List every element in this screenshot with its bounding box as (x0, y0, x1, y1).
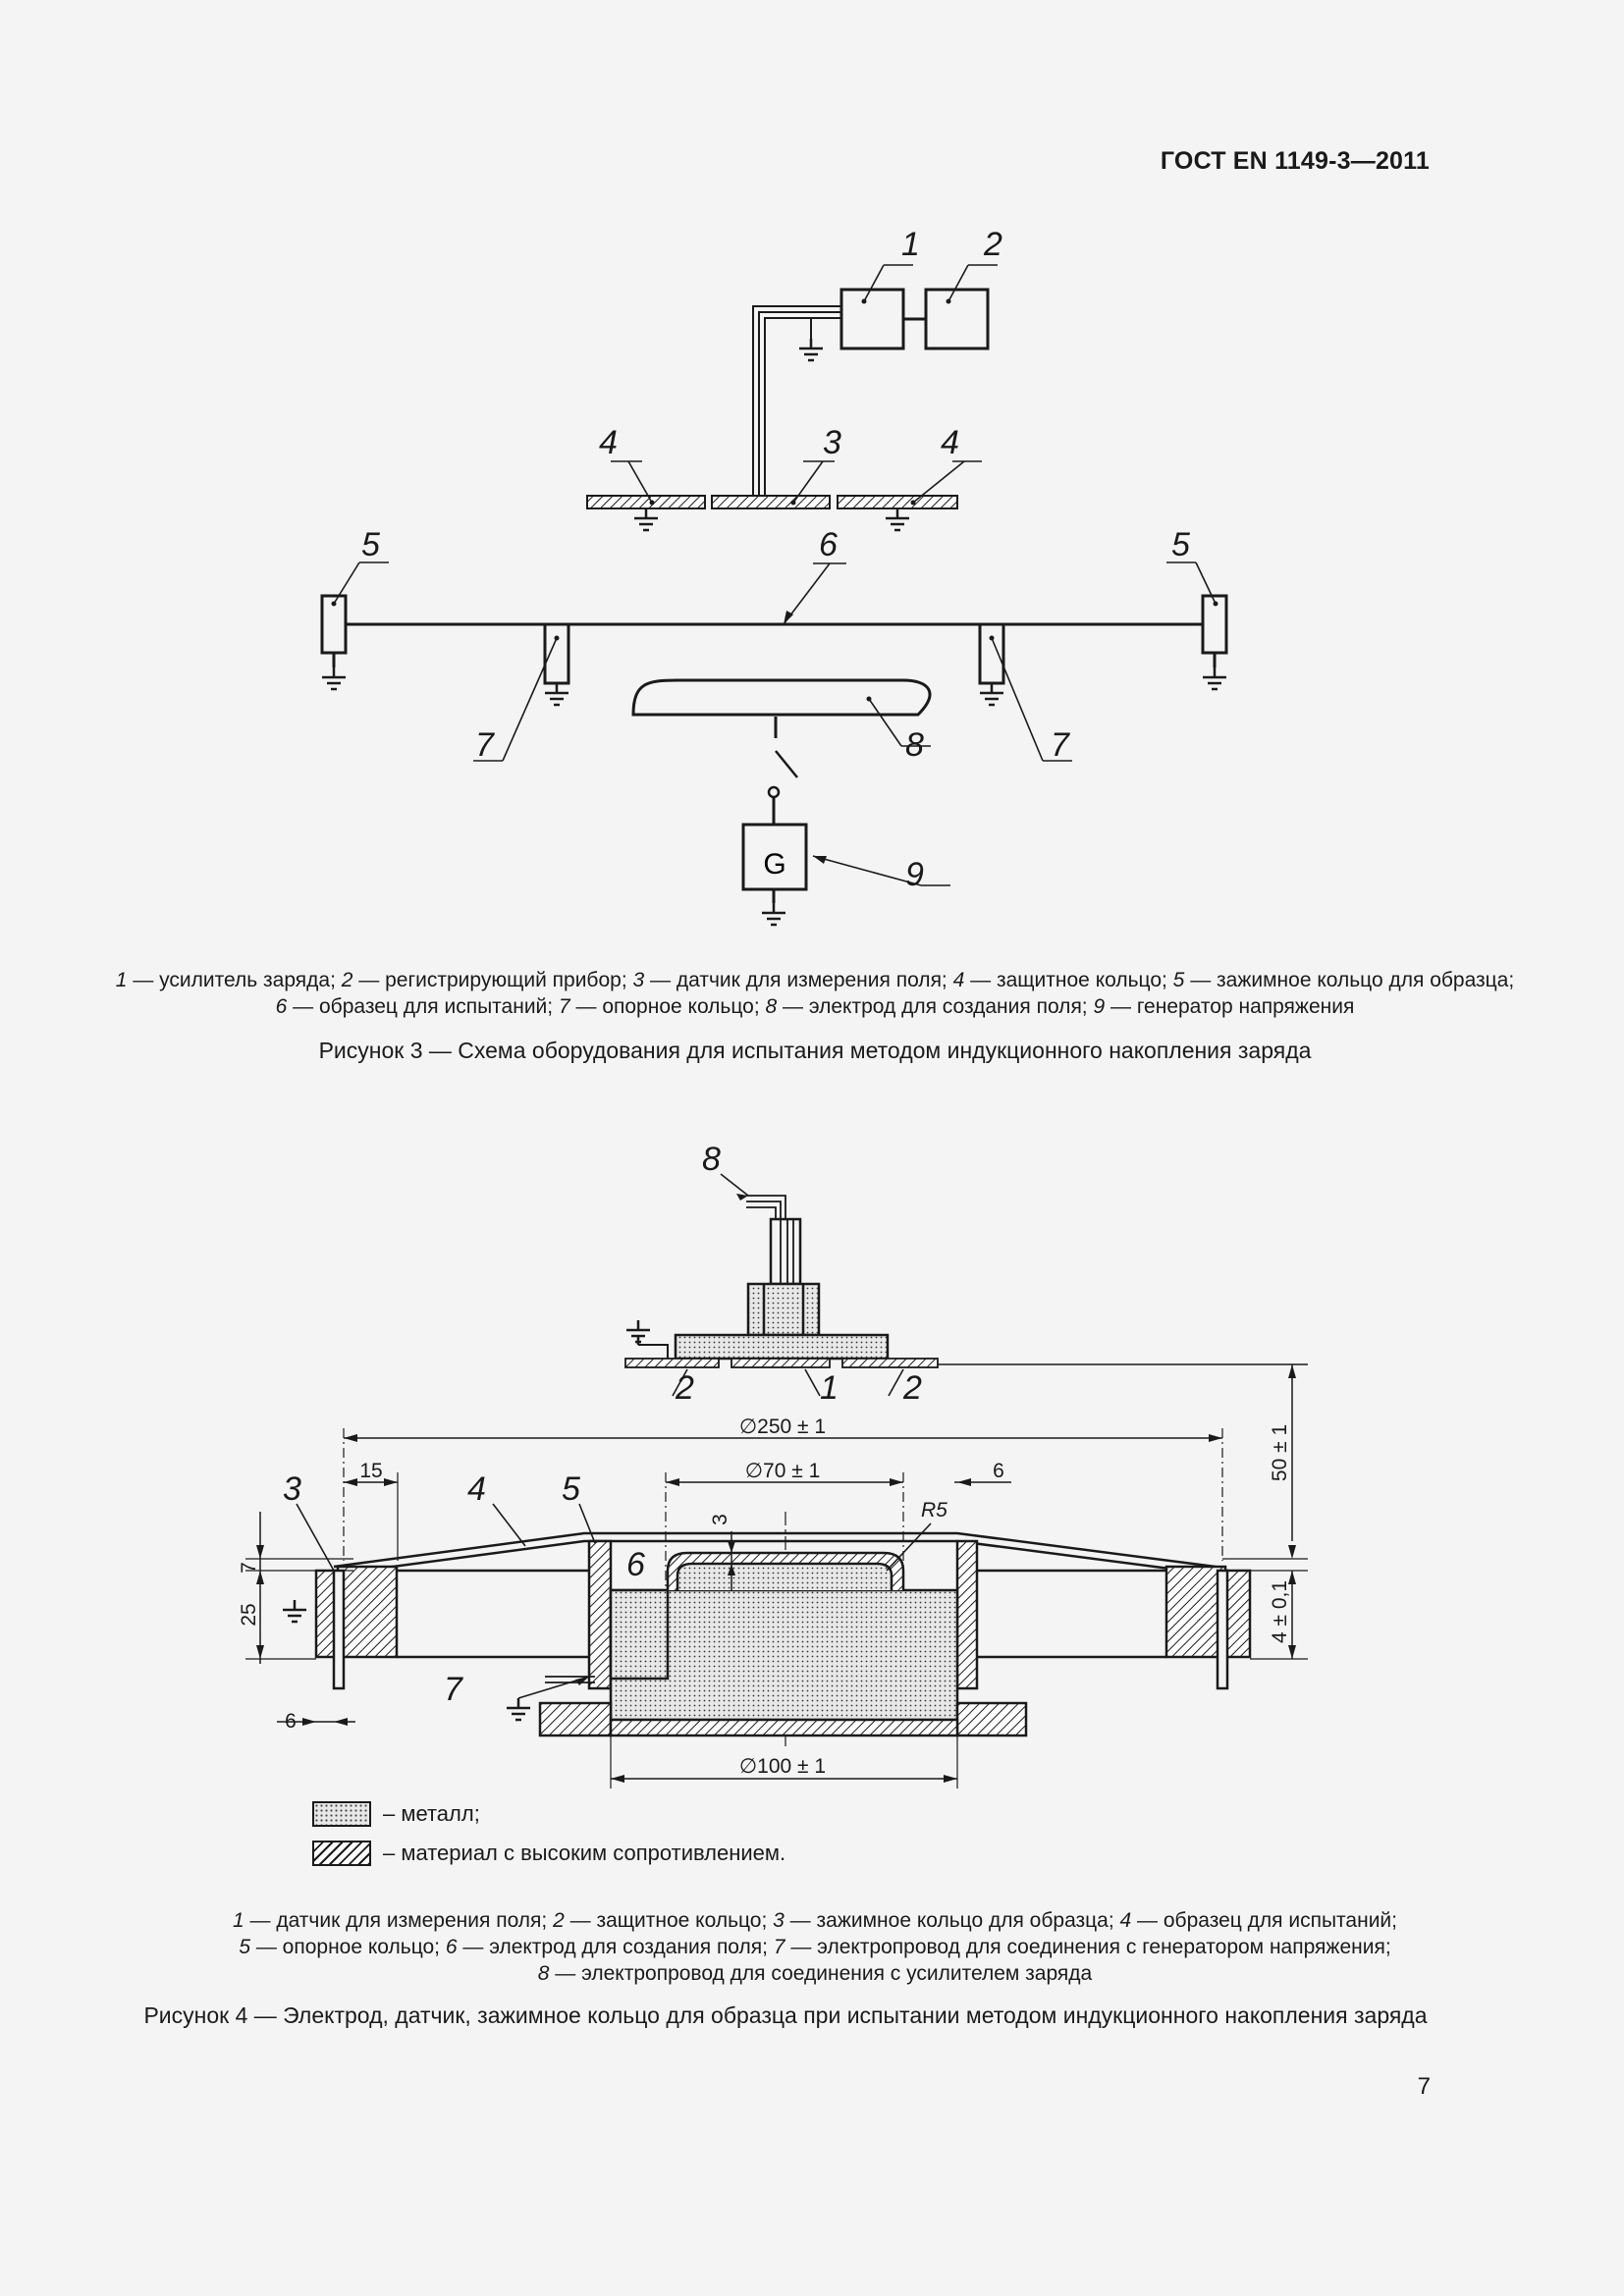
dim-6-top: 6 (993, 1460, 1004, 1482)
dim-6-bottom: 6 (285, 1710, 297, 1733)
label-1: 1 (820, 1369, 839, 1407)
label-4b: 4 (941, 424, 959, 461)
figure-3-diagram (0, 196, 1624, 962)
label-8: 8 (702, 1141, 721, 1178)
dim-d100: ∅100 ± 1 (738, 1755, 827, 1778)
document-header: ГОСТ EN 1149-3—2011 (1160, 147, 1430, 175)
figure-4-diagram (0, 1129, 1624, 1806)
label-1: 1 (901, 226, 920, 263)
metal-swatch (312, 1801, 371, 1827)
dim-d70: ∅70 ± 1 (744, 1460, 821, 1482)
page-number: 7 (1417, 2073, 1431, 2100)
label-5: 5 (562, 1470, 580, 1508)
resistive-swatch (312, 1841, 371, 1866)
label-7b: 7 (1051, 726, 1069, 764)
generator-symbol: G (763, 848, 786, 881)
key-metal: – металл; (312, 1801, 480, 1827)
figure-4-caption: Рисунок 4 — Электрод, датчик, зажимное кольцо для образца при испытании методом индукционного накопления заряда (143, 2002, 1428, 2028)
recorder-box (926, 290, 988, 348)
label-4a: 4 (599, 424, 618, 461)
label-2b: 2 (903, 1369, 922, 1407)
label-8: 8 (905, 726, 924, 764)
label-5b: 5 (1171, 526, 1190, 563)
charge-amplifier-box (841, 290, 903, 348)
dim-25: 25 (238, 1603, 260, 1627)
dim-15: 15 (359, 1460, 383, 1482)
dim-7: 7 (238, 1562, 260, 1574)
label-6: 6 (819, 526, 838, 563)
label-2a: 2 (676, 1369, 694, 1407)
label-7a: 7 (475, 726, 494, 764)
figure-3-caption: Рисунок 3 — Схема оборудования для испытания методом индукционного накопления заряда (318, 1038, 1312, 1063)
dim-d250: ∅250 ± 1 (738, 1415, 827, 1438)
label-5a: 5 (361, 526, 380, 563)
dim-4: 4 ± 0,1 (1269, 1579, 1291, 1644)
dim-3: 3 (709, 1514, 731, 1525)
label-6: 6 (626, 1546, 645, 1583)
label-9: 9 (905, 856, 924, 893)
label-3: 3 (823, 424, 841, 461)
key-resistive: – материал с высоким сопротивлением. (312, 1841, 785, 1866)
label-2: 2 (984, 226, 1002, 263)
dim-r5: R5 (921, 1499, 947, 1522)
label-3: 3 (283, 1470, 301, 1508)
figure-4-legend: 1 — датчик для измерения поля; 2 — защитное кольцо; 3 — зажимное кольцо для образца; 4 — образец для испытаний; 5 — опорное кольцо; 6 — электрод для создания поля; 7 — электропровод для соединения с генератором напряжения; 8 — электропровод для соединения с усилителем заряда (232, 1909, 1397, 1985)
figure-3-legend: 1 — усилитель заряда; 2 — регистрирующий прибор; 3 — датчик для измерения поля; 4 — защитное кольцо; 5 — зажимное кольцо для образца; 6 — образец для испытаний; 7 — опорное кольцо; 8 — электрод для создания поля; 9 — генератор напряжения (115, 969, 1515, 1018)
label-7: 7 (444, 1671, 462, 1708)
label-4: 4 (467, 1470, 486, 1508)
dim-50: 50 ± 1 (1269, 1423, 1291, 1482)
